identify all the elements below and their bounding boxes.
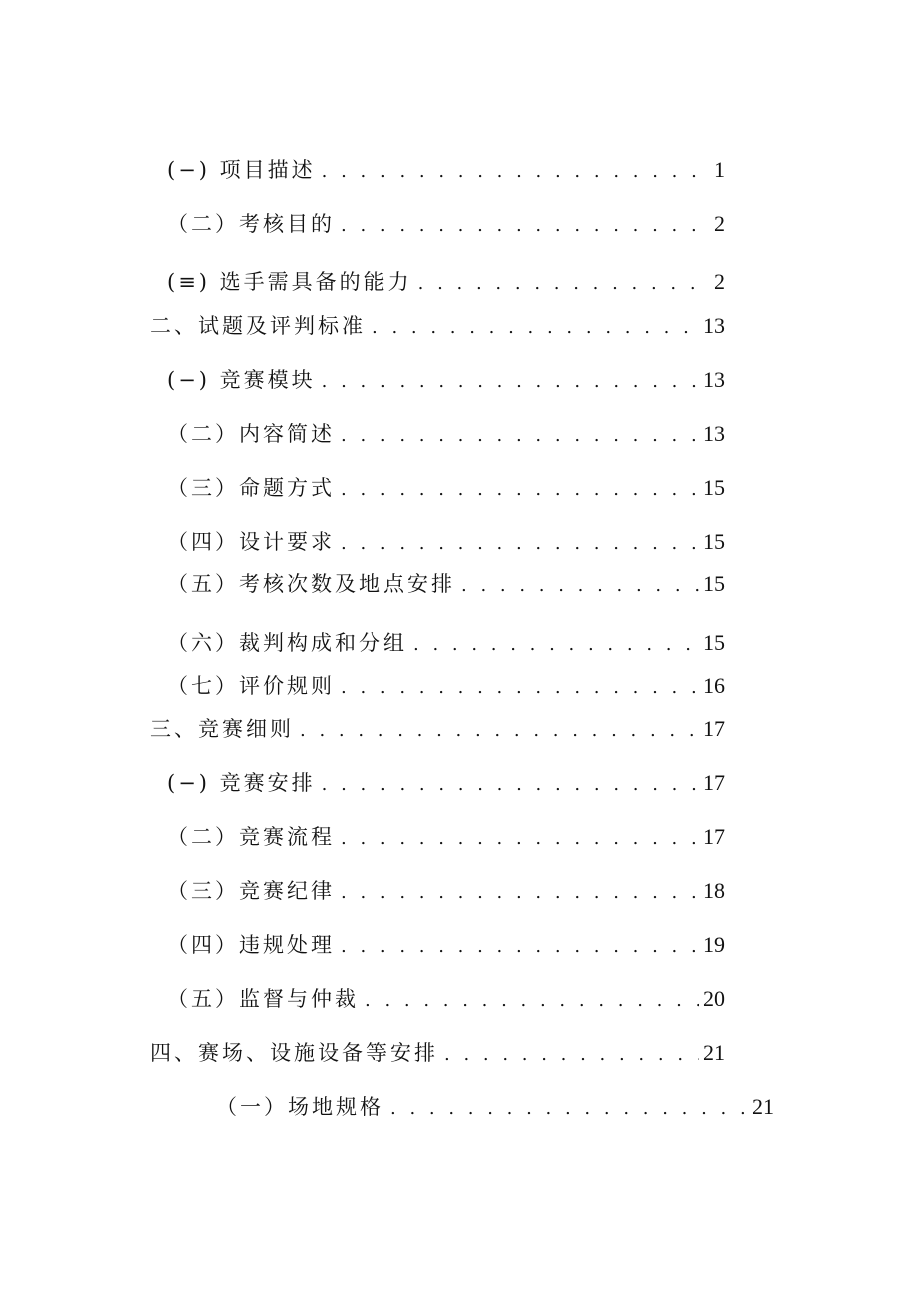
- toc-entry-label: （七）评价规则: [167, 674, 335, 698]
- dot-leader: [341, 531, 699, 557]
- toc-entry-page: 21: [703, 1040, 725, 1065]
- toc-entry-page: 21: [752, 1094, 774, 1119]
- toc-entry-label: （二）内容简述: [167, 422, 335, 446]
- toc-entry[interactable]: [150, 1040, 725, 1066]
- dot-leader: [341, 675, 699, 701]
- toc-entry-label: （二）竞赛流程: [167, 825, 335, 849]
- dot-leader: [341, 213, 710, 239]
- toc-entry[interactable]: [167, 421, 725, 447]
- toc-entry[interactable]: [167, 986, 725, 1012]
- toc-entry[interactable]: [167, 770, 725, 796]
- toc-entry-label: （五）考核次数及地点安排: [167, 572, 455, 596]
- toc-entry-label: (−) 竞赛模块: [167, 368, 316, 392]
- toc-entry[interactable]: [167, 529, 725, 555]
- toc-entry-page: 18: [703, 878, 725, 903]
- toc-entry-label: （六）裁判构成和分组: [167, 631, 407, 655]
- toc-entry[interactable]: [167, 878, 725, 904]
- dot-leader: [390, 1096, 748, 1122]
- toc-entry[interactable]: [167, 211, 725, 237]
- toc-entry-page: 20: [703, 986, 725, 1011]
- toc-entry-page: 17: [703, 770, 725, 795]
- dot-leader: [341, 423, 699, 449]
- toc-entry-page: 13: [703, 421, 725, 446]
- dot-leader: [341, 477, 699, 503]
- dot-leader: [418, 271, 710, 297]
- toc-entry[interactable]: [167, 367, 725, 393]
- toc-entry-label: (−) 竞赛安排: [167, 771, 316, 795]
- dot-leader: [461, 573, 699, 599]
- toc-entry[interactable]: [167, 157, 725, 183]
- toc-entry[interactable]: [167, 673, 725, 699]
- toc-entry-page: 2: [714, 269, 725, 294]
- toc-entry-label: （三）竞赛纪律: [167, 879, 335, 903]
- toc-entry-label: 二、试题及评判标准: [150, 314, 366, 338]
- toc-entry[interactable]: [167, 475, 725, 501]
- toc-entry-page: 15: [703, 571, 725, 596]
- toc-entry[interactable]: [167, 269, 725, 295]
- toc-entry-page: 16: [703, 673, 725, 698]
- toc-entry[interactable]: [167, 571, 725, 597]
- toc-entry[interactable]: [150, 716, 725, 742]
- dot-leader: [444, 1042, 699, 1068]
- toc-entry-page: 15: [703, 630, 725, 655]
- toc-entry-page: 13: [703, 367, 725, 392]
- toc-entry-page: 19: [703, 932, 725, 957]
- dot-leader: [341, 880, 699, 906]
- dot-leader: [372, 315, 699, 341]
- dot-leader: [365, 988, 699, 1014]
- toc-entry-label: (≡) 选手需具备的能力: [167, 270, 412, 294]
- toc-entry-label: （三）命题方式: [167, 476, 335, 500]
- toc-entry[interactable]: [216, 1094, 774, 1120]
- toc-entry-page: 13: [703, 313, 725, 338]
- toc-entry-label: （二）考核目的: [167, 212, 335, 236]
- toc-entry-label: （五）监督与仲裁: [167, 987, 359, 1011]
- toc-entry-page: 1: [714, 157, 725, 182]
- toc-entry[interactable]: [167, 824, 725, 850]
- toc-entry-page: 2: [714, 211, 725, 236]
- toc-entry-label: 四、赛场、设施设备等安排: [150, 1041, 438, 1065]
- dot-leader: [341, 826, 699, 852]
- toc-entry-page: 17: [703, 716, 725, 741]
- toc-entry[interactable]: [167, 630, 725, 656]
- toc-entry[interactable]: [167, 932, 725, 958]
- dot-leader: [322, 159, 710, 185]
- toc-entry-label: （四）违规处理: [167, 933, 335, 957]
- toc-entry-page: 17: [703, 824, 725, 849]
- toc-entry-label: (−) 项目描述: [167, 158, 316, 182]
- dot-leader: [300, 718, 699, 744]
- toc-entry-page: 15: [703, 475, 725, 500]
- toc-entry-page: 15: [703, 529, 725, 554]
- toc-entry-label: （一）场地规格: [216, 1095, 384, 1119]
- toc-entry[interactable]: [150, 313, 725, 339]
- toc-entry-label: （四）设计要求: [167, 530, 335, 554]
- dot-leader: [341, 934, 699, 960]
- dot-leader: [322, 369, 699, 395]
- dot-leader: [413, 632, 699, 658]
- toc-entry-label: 三、竞赛细则: [150, 717, 294, 741]
- dot-leader: [322, 772, 699, 798]
